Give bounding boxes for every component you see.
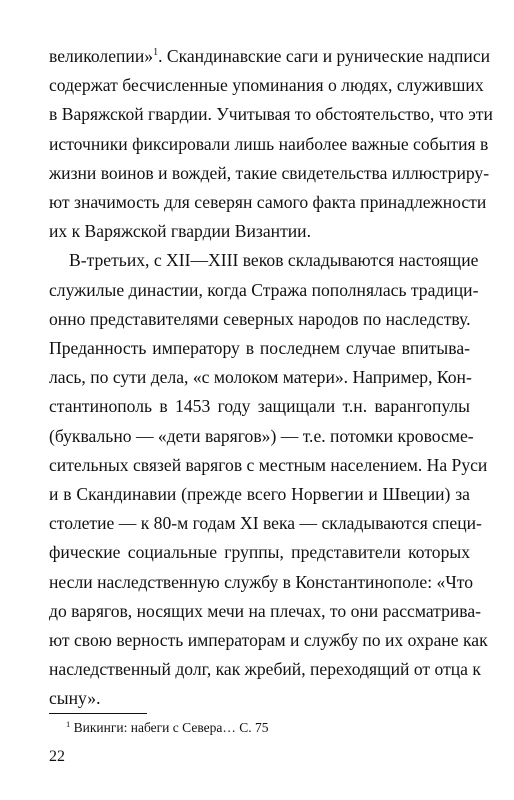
- line-1-end: . Скандинавские саги и рунические надписи: [158, 46, 491, 66]
- text-line-10: онно представителями северных народов по наследству.: [49, 308, 471, 329]
- text-line-14: (буквально — «дети варягов») — т.е. потомки кровосме-: [49, 425, 474, 446]
- text-line-22: наследственный долг, как жребий, переходящий от отца к: [49, 659, 481, 680]
- text-line-16: и в Скандинавии (прежде всего Норвегии и Швеции) за: [49, 484, 470, 504]
- text-line-21: ют свою верность императорам и службу по их охране как: [49, 630, 488, 650]
- footnote-marker: 1: [66, 719, 71, 730]
- page-number: 22: [49, 748, 65, 766]
- text-line-2: содержат бесчисленные упоминания о людях, служивших: [49, 75, 484, 96]
- footnote-reference[interactable]: 1: [153, 47, 159, 58]
- text-line-5: жизни воинов и вождей, такие свидетельства иллюстриру-: [49, 162, 490, 183]
- text-line-19: несли наследственную службу в Константинополе: «Что: [49, 571, 474, 592]
- footnote: [66, 719, 268, 737]
- line-1-start: великолепии»: [49, 46, 154, 66]
- text-line-17: столетие — к 80-м годам XI века — складываются специ-: [49, 513, 482, 534]
- text-line-11: Преданность императору в последнем случае впитыва-: [49, 338, 470, 358]
- text-line-3: в Варяжской гвардии. Учитывая то обстоятельство, что эти: [49, 104, 493, 125]
- footnote-divider: [49, 713, 147, 714]
- text-line-23: сыну».: [49, 688, 101, 709]
- text-line-6: ют значимость для северян самого факта принадлежности: [49, 192, 487, 212]
- text-line-4: источники фиксировали лишь наиболее важные события в: [49, 133, 489, 154]
- text-line-12: лась, по сути дела, «с молоком матери». Например, Кон-: [49, 367, 472, 388]
- text-line-13: стантинополь в 1453 году защищали т.н. варангопулы: [49, 396, 470, 417]
- text-line-9: служилые династии, когда Стража пополнялась традици-: [49, 279, 479, 300]
- text-line-20: до варягов, носящих мечи на плечах, то они рассматрива-: [49, 600, 482, 621]
- paragraph-2-first-line: В-третьих, с XII—XIII веков складываются настоящие: [69, 250, 479, 271]
- text-line-1: [49, 44, 491, 68]
- footnote-text: Викинги: набеги с Севера… С. 75: [70, 720, 269, 736]
- text-line-15: сительных связей варягов с местным населением. На Руси: [49, 454, 488, 475]
- text-line-18: фические социальные группы, представители которых: [49, 542, 470, 563]
- text-line-7: их к Варяжской гвардии Византии.: [49, 221, 311, 242]
